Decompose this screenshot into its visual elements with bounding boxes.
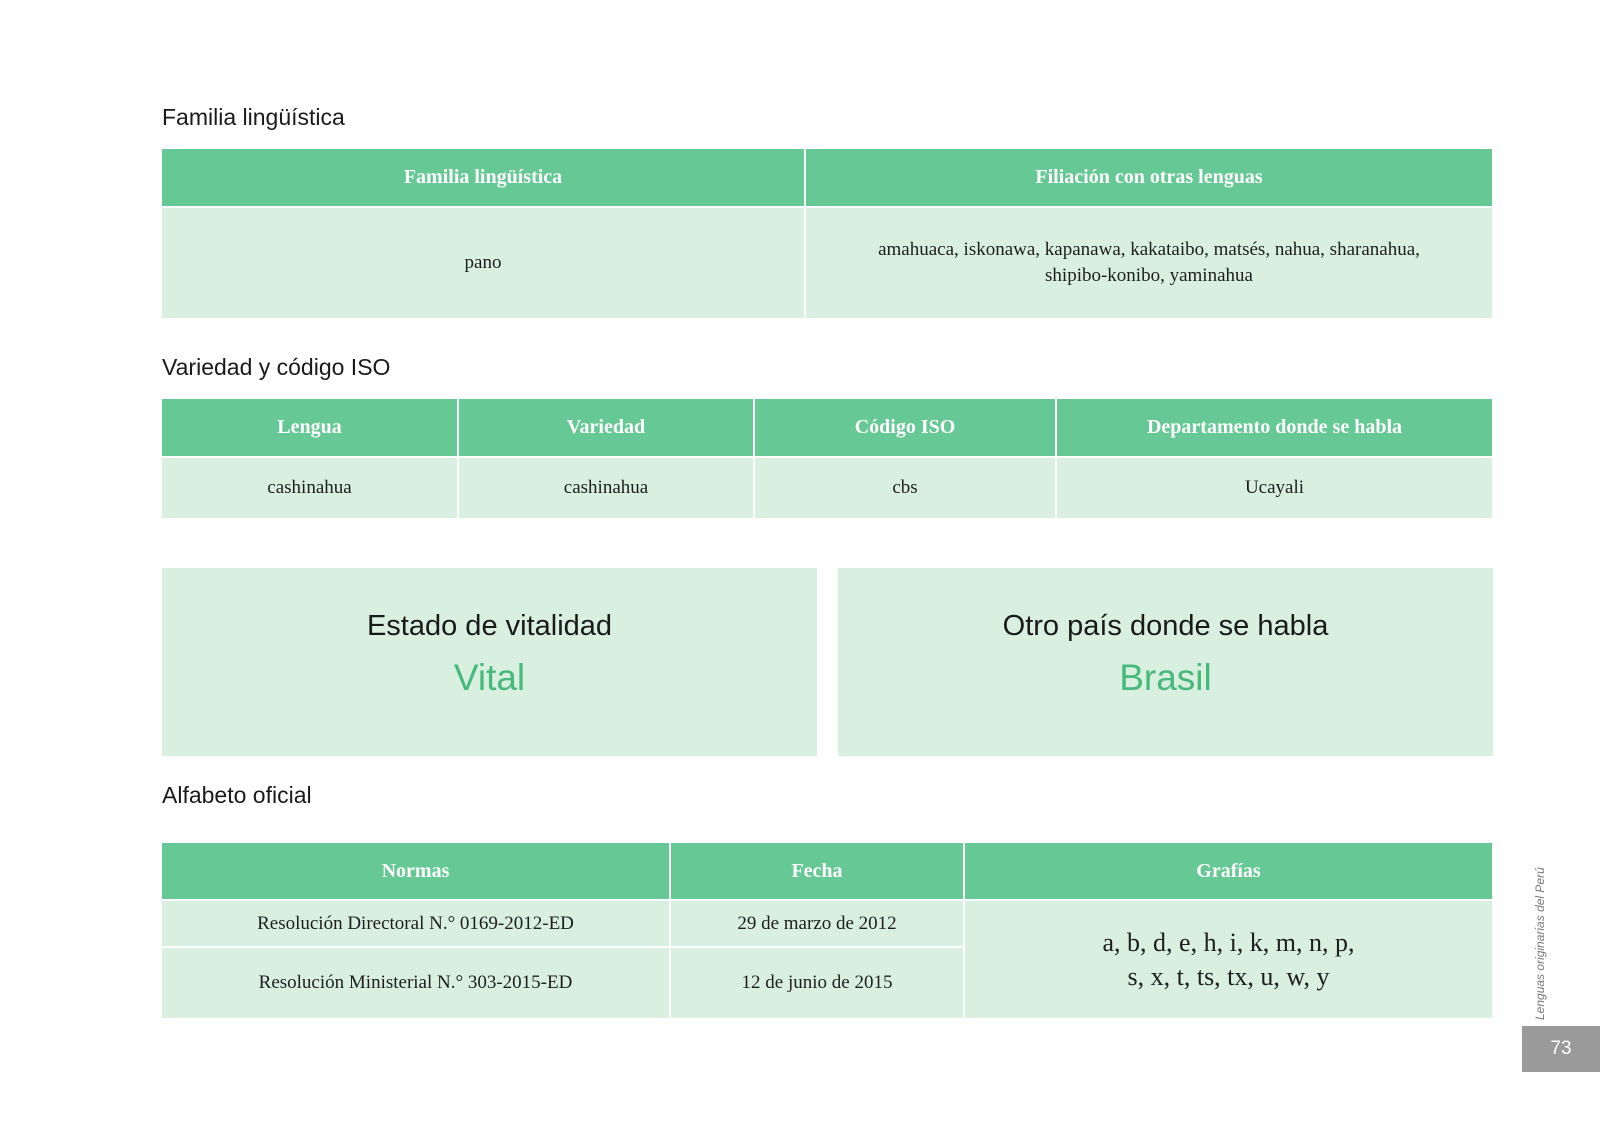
variedad-table bbox=[162, 399, 1492, 520]
departamento-cell: Ucayali bbox=[1056, 457, 1492, 519]
otro-pais-label: Otro país donde se habla bbox=[1002, 610, 1329, 642]
iso-code-cell: cbs bbox=[754, 457, 1056, 519]
grafias-cell bbox=[964, 900, 1492, 1019]
otro-pais-box bbox=[838, 568, 1493, 756]
column-header: Filiación con otras lenguas bbox=[805, 149, 1492, 207]
grafias-line: a, b, d, e, h, i, k, m, n, p, bbox=[1102, 927, 1355, 957]
norma-cell: Resolución Ministerial N.° 303-2015-ED bbox=[162, 947, 670, 1019]
familia-table bbox=[162, 149, 1492, 320]
column-header: Familia lingüística bbox=[162, 149, 805, 207]
section-heading-alfabeto: Alfabeto oficial bbox=[162, 782, 312, 808]
column-header: Lengua bbox=[162, 399, 458, 457]
filiacion-cell: amahuaca, iskonawa, kapanawa, kakataibo, matsés, nahua, sharanahua, shipibo-konibo, yaminahua bbox=[805, 207, 1492, 319]
vitalidad-label: Estado de vitalidad bbox=[366, 610, 613, 642]
column-header: Normas bbox=[162, 843, 670, 900]
table-header-row bbox=[162, 399, 1492, 457]
column-header: Grafías bbox=[964, 843, 1492, 900]
familia-cell: pano bbox=[162, 207, 805, 319]
otro-pais-value: Brasil bbox=[1119, 657, 1212, 698]
section-heading-familia: Familia lingüística bbox=[162, 104, 345, 130]
column-header: Código ISO bbox=[754, 399, 1056, 457]
grafias-line: s, x, t, ts, tx, u, w, y bbox=[1127, 961, 1330, 991]
column-header: Departamento donde se habla bbox=[1056, 399, 1492, 457]
column-header: Variedad bbox=[458, 399, 754, 457]
table-header-row bbox=[162, 149, 1492, 207]
vitalidad-box bbox=[162, 568, 817, 756]
vitalidad-value: Vital bbox=[453, 657, 526, 698]
fecha-cell: 29 de marzo de 2012 bbox=[670, 900, 964, 947]
column-header: Fecha bbox=[670, 843, 964, 900]
fecha-cell: 12 de junio de 2015 bbox=[670, 947, 964, 1019]
table-header-row bbox=[162, 843, 1492, 900]
table-row bbox=[162, 900, 1492, 947]
norma-cell: Resolución Directoral N.° 0169-2012-ED bbox=[162, 900, 670, 947]
section-heading-variedad: Variedad y código ISO bbox=[162, 354, 391, 380]
side-book-title: Lenguas originarias del Perú bbox=[1533, 867, 1547, 1020]
variedad-cell: cashinahua bbox=[458, 457, 754, 519]
lengua-cell: cashinahua bbox=[162, 457, 458, 519]
alfabeto-table bbox=[162, 843, 1492, 1020]
table-row bbox=[162, 457, 1492, 519]
table-row bbox=[162, 207, 1492, 319]
page-number: 73 bbox=[1522, 1026, 1600, 1072]
